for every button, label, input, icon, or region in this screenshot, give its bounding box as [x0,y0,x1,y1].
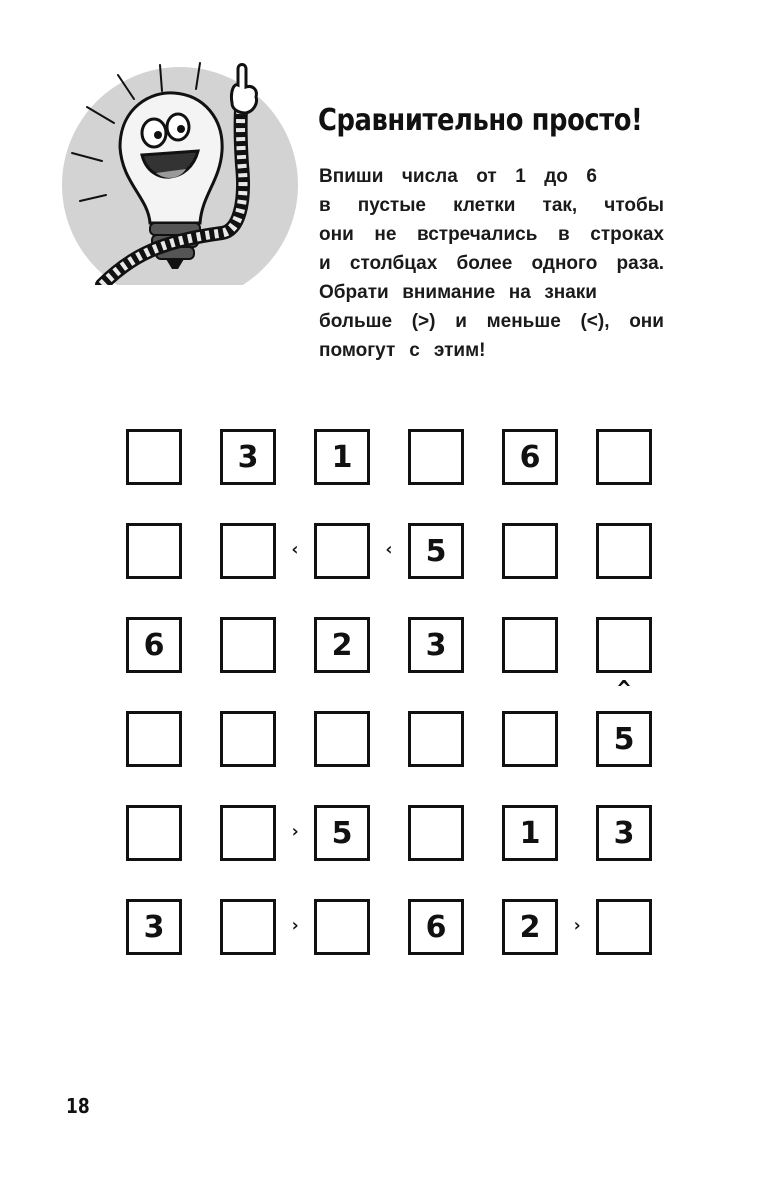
instructions-text [319,162,664,365]
instruction-word: (>) [411,311,436,332]
instruction-line [319,191,664,220]
instruction-line [319,278,597,307]
empty-cell[interactable] [408,805,464,861]
vertical-comparison-sign: ^ [617,677,631,702]
given-cell: 5 [408,523,464,579]
instruction-word: меньше [486,311,561,332]
instruction-word: больше [319,311,393,332]
given-cell: 3 [408,617,464,673]
instruction-word: внимание [402,282,496,303]
instruction-word: и [455,311,467,332]
instruction-word: они [319,224,354,245]
given-cell: 3 [596,805,652,861]
instruction-line [319,162,597,191]
instruction-word: 1 [515,166,526,187]
instruction-word: до [544,166,568,187]
instruction-word: столбцах [349,253,438,274]
instruction-word: Впиши [319,166,384,187]
instruction-word: от [476,166,497,187]
page-title: Сравнительно просто! [318,103,643,138]
instruction-word: Обрати [319,282,389,303]
empty-cell[interactable] [220,899,276,955]
empty-cell[interactable] [314,899,370,955]
given-cell: 6 [502,429,558,485]
empty-cell[interactable] [502,711,558,767]
instruction-word: раза. [616,253,664,274]
given-cell: 2 [314,617,370,673]
empty-cell[interactable] [220,523,276,579]
given-cell: 3 [126,899,182,955]
instruction-word: с [409,340,420,361]
instruction-word: этим! [433,340,486,361]
given-cell: 3 [220,429,276,485]
instruction-word: числа [401,166,458,187]
less-than-sign: ‹ [289,539,301,560]
empty-cell[interactable] [314,711,370,767]
empty-cell[interactable] [126,805,182,861]
empty-cell[interactable] [126,711,182,767]
instruction-line [319,249,664,278]
empty-cell[interactable] [220,805,276,861]
instruction-word: встречались [417,224,538,245]
instruction-word: чтобы [604,195,664,216]
instruction-word: 6 [586,166,597,187]
instruction-word: знаки [544,282,597,303]
instruction-word: и [319,253,331,274]
instruction-word: на [508,282,531,303]
empty-cell[interactable] [314,523,370,579]
instruction-word: строках [590,224,664,245]
instruction-word: одного [531,253,598,274]
given-cell: 5 [314,805,370,861]
empty-cell[interactable] [596,429,652,485]
empty-cell[interactable] [220,711,276,767]
given-cell: 1 [502,805,558,861]
instruction-word: более [456,253,513,274]
page-number: 18 [66,1094,90,1118]
empty-cell[interactable] [596,899,652,955]
given-cell: 6 [126,617,182,673]
greater-than-sign: › [289,821,301,842]
instruction-word: в [557,224,570,245]
instruction-word: пустые [357,195,427,216]
empty-cell[interactable] [220,617,276,673]
lightbulb-mascot-illustration [62,55,312,285]
less-than-sign: ‹ [383,539,395,560]
instruction-word: они [629,311,664,332]
instruction-line [319,220,664,249]
given-cell: 6 [408,899,464,955]
instruction-word: так, [542,195,578,216]
empty-cell[interactable] [502,617,558,673]
empty-cell[interactable] [408,711,464,767]
instruction-word: (<), [580,311,610,332]
given-cell: 2 [502,899,558,955]
instruction-line [319,307,664,336]
given-cell: 5 [596,711,652,767]
given-cell: 1 [314,429,370,485]
empty-cell[interactable] [596,523,652,579]
empty-cell[interactable] [126,523,182,579]
empty-cell[interactable] [408,429,464,485]
instruction-word: не [374,224,397,245]
instruction-word: помогут [319,340,396,361]
greater-than-sign: › [571,915,583,936]
instruction-word: клетки [453,195,516,216]
greater-than-sign: › [289,915,301,936]
instruction-line [319,336,664,365]
instruction-word: в [319,195,331,216]
empty-cell[interactable] [502,523,558,579]
empty-cell[interactable] [126,429,182,485]
empty-cell[interactable] [596,617,652,673]
